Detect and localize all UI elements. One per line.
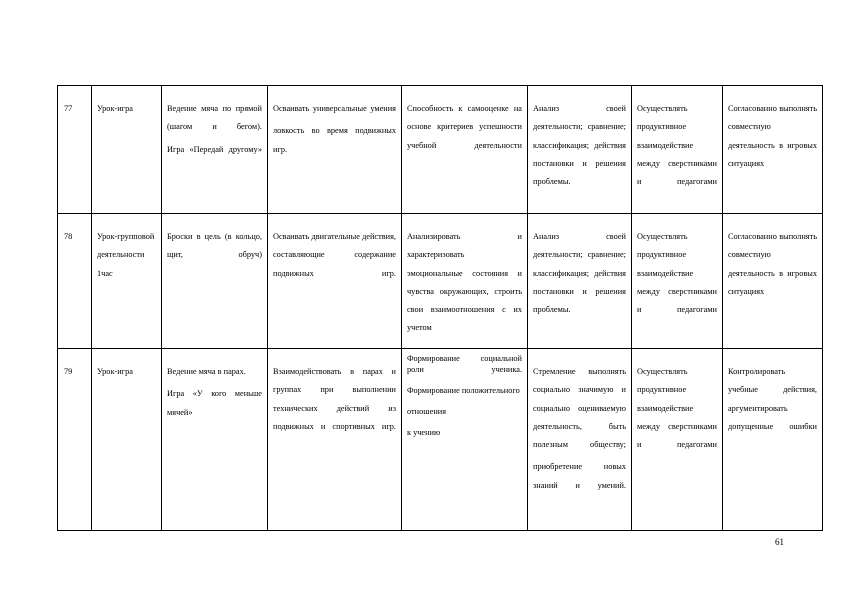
- lesson-number: 79: [58, 349, 92, 531]
- cooperation-results: Согласованно выполнять совместную деятельность в игровых ситуациях: [723, 86, 823, 214]
- lesson-content: Броски в цель (в кольцо, щит, обруч): [162, 214, 268, 349]
- personal-text-2: Формирование положительного: [407, 386, 520, 395]
- lesson-content: [162, 86, 268, 214]
- communicative-results: Осуществлять продуктивное взаимодействие между сверстниками и педагогами: [632, 349, 723, 531]
- lesson-actions: Взаимодействовать в парах и группах при выполнении технических действий из подвижных и спортивных игр.: [268, 349, 402, 531]
- lesson-content: [162, 349, 268, 531]
- lesson-actions: Осваивать двигательные действия, составляющие содержание подвижных игр.: [268, 214, 402, 349]
- regulatory-results: [528, 349, 632, 531]
- lesson-number: 78: [58, 214, 92, 349]
- lesson-plan-table: [57, 85, 823, 531]
- lesson-type: Урок-групповой деятельности 1час: [92, 214, 162, 349]
- page-number: 61: [775, 537, 784, 547]
- personal-results: [402, 349, 528, 531]
- cooperation-results: Согласованно выполнять совместную деятельность в игровых ситуациях: [723, 214, 823, 349]
- cooperation-results: Контролировать учебные действия, аргументировать допущенные ошибки: [723, 349, 823, 531]
- lesson-type: Урок-игра: [92, 349, 162, 531]
- personal-results: Способность к самооценке на основе критериев успешности учебной деятельности: [402, 86, 528, 214]
- content-text: Ведение мяча в парах.: [167, 367, 246, 376]
- regulatory-text-2: приобретение новых знаний и умений.: [533, 462, 626, 490]
- regulatory-results: Анализ своей деятельности; сравнение; классификация; действия постановки и решения проблемы.: [528, 214, 632, 349]
- lesson-actions: [268, 86, 402, 214]
- table-row: [58, 349, 823, 531]
- personal-text-4: к учению: [407, 428, 441, 437]
- table-row: [58, 86, 823, 214]
- personal-text-1: Формирование социальной роли ученика.: [407, 354, 522, 374]
- content-game: Игра «У кого меньше мячей»: [167, 389, 262, 417]
- actions-text: Осваивать универсальные умения: [273, 104, 396, 113]
- lesson-type: Урок-игра: [92, 86, 162, 214]
- regulatory-results: Анализ своей деятельности; сравнение; классификация; действия постановки и решения проблемы.: [528, 86, 632, 214]
- personal-results: Анализировать и характеризовать эмоциональные состояния и чувства окружающих, строить свои взаимоотношения с их учетом: [402, 214, 528, 349]
- communicative-results: Осуществлять продуктивное взаимодействие между сверстниками и педагогами: [632, 86, 723, 214]
- content-game: Игра «Передай другому»: [167, 144, 262, 154]
- lesson-number: 77: [58, 86, 92, 214]
- actions-text-2: ловкость во время подвижных игр.: [273, 126, 396, 154]
- personal-text-3: отношения: [407, 407, 447, 416]
- content-text: Ведение мяча по прямой (шагом и бегом).: [167, 104, 262, 132]
- regulatory-text-1: Стремление выполнять социально значимую и социально оцениваемую деятельность, быть полезным обществу;: [533, 367, 626, 450]
- communicative-results: Осуществлять продуктивное взаимодействие между сверстниками и педагогами: [632, 214, 723, 349]
- table-row: [58, 214, 823, 349]
